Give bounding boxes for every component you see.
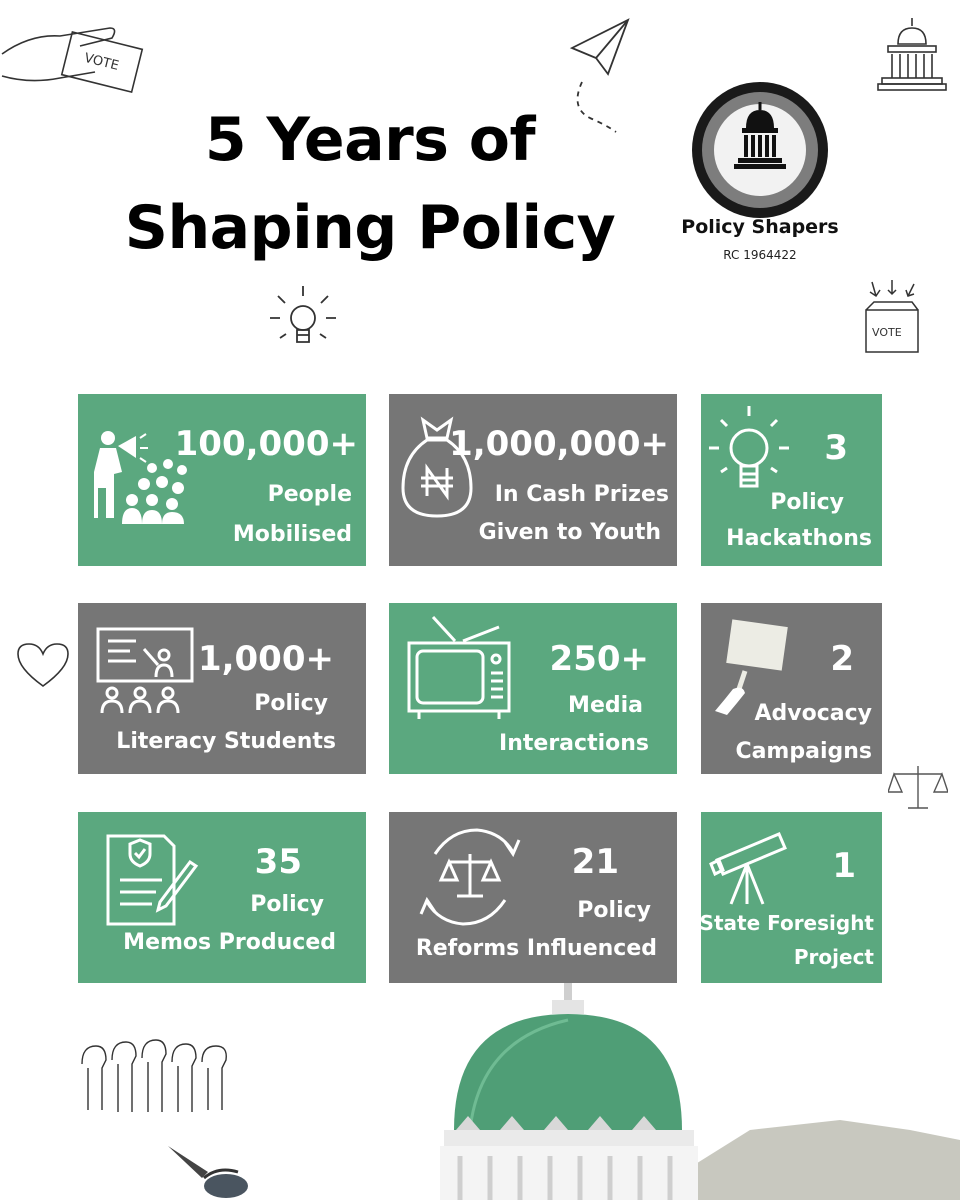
stat-value: 1,000+	[197, 639, 334, 679]
stat-label-line-1: Policy	[250, 892, 324, 917]
scales-doodle-icon	[888, 762, 948, 812]
stat-label-line-2: Interactions	[499, 731, 649, 756]
stat-value: 100,000+	[174, 424, 358, 464]
stat-value: 21	[571, 842, 619, 882]
raised-fists-icon	[76, 1034, 242, 1114]
stat-label-line-2: Given to Youth	[478, 520, 661, 545]
stat-label-line-2: Hackathons	[726, 526, 872, 551]
document-pen-icon	[104, 832, 200, 928]
stat-label-line-1: Media	[568, 693, 643, 718]
title-line-2: Shaping Policy	[124, 193, 616, 263]
lightbulb-icon	[707, 404, 791, 496]
ballot-box-icon	[862, 278, 922, 356]
stat-value: 1,000,000+	[449, 424, 669, 464]
stat-tile-literacy-students	[78, 603, 366, 774]
stat-label-line-2: Memos Produced	[123, 930, 336, 955]
stat-label-line-2: Mobilised	[232, 522, 352, 547]
stat-value: 35	[254, 842, 302, 882]
stat-tile-policy-memos	[78, 812, 366, 983]
stat-label-line-1: In Cash Prizes	[494, 482, 669, 507]
stat-label-line-1: People	[267, 482, 352, 507]
stat-label-line-2: Campaigns	[735, 739, 872, 764]
lightbulb-doodle-icon	[266, 282, 340, 356]
stat-value: 3	[824, 428, 848, 468]
bird-silhouette-icon	[168, 1142, 258, 1200]
national-assembly-dome	[440, 980, 960, 1200]
stat-label-line-1: Policy	[770, 490, 844, 515]
stat-value: 1	[832, 846, 856, 886]
stat-tile-cash-prizes	[389, 394, 677, 566]
stat-label-line-2: Literacy Students	[116, 729, 336, 754]
paper-plane-icon	[568, 18, 638, 136]
title-line-1: 5 Years of	[204, 105, 536, 175]
scales-cycle-icon	[417, 824, 523, 930]
stat-tile-policy-reforms	[389, 812, 677, 983]
registration-number: RC 1964422	[723, 248, 797, 262]
government-building-icon	[876, 16, 948, 92]
vote-card-text: VOTE	[82, 50, 121, 74]
stat-value: 2	[830, 639, 854, 679]
telescope-icon	[709, 830, 789, 906]
stat-tile-advocacy-campaigns	[701, 603, 882, 774]
stat-label-line-1: Advocacy	[754, 701, 872, 726]
capitol-logo-icon	[690, 80, 830, 220]
stat-tile-state-foresight	[701, 812, 882, 983]
stat-value: 250+	[549, 639, 649, 679]
stat-tile-people-mobilised	[78, 394, 366, 566]
stat-label-line-1: Policy	[577, 898, 651, 923]
organization-name: Policy Shapers	[681, 216, 839, 238]
heart-doodle-icon	[14, 640, 72, 690]
stat-label-line-1: State Foresight	[699, 911, 874, 935]
stat-label-line-1: Policy	[254, 691, 328, 716]
ballot-box-text: VOTE	[872, 326, 902, 339]
television-icon	[407, 613, 511, 721]
stat-label-line-2: Reforms Influenced	[415, 936, 657, 961]
stat-label-line-2: Project	[793, 945, 874, 969]
stat-tile-policy-hackathons	[701, 394, 882, 566]
hand-vote-card-icon	[0, 14, 145, 100]
classroom-icon	[96, 627, 196, 717]
stat-tile-media-interactions	[389, 603, 677, 774]
